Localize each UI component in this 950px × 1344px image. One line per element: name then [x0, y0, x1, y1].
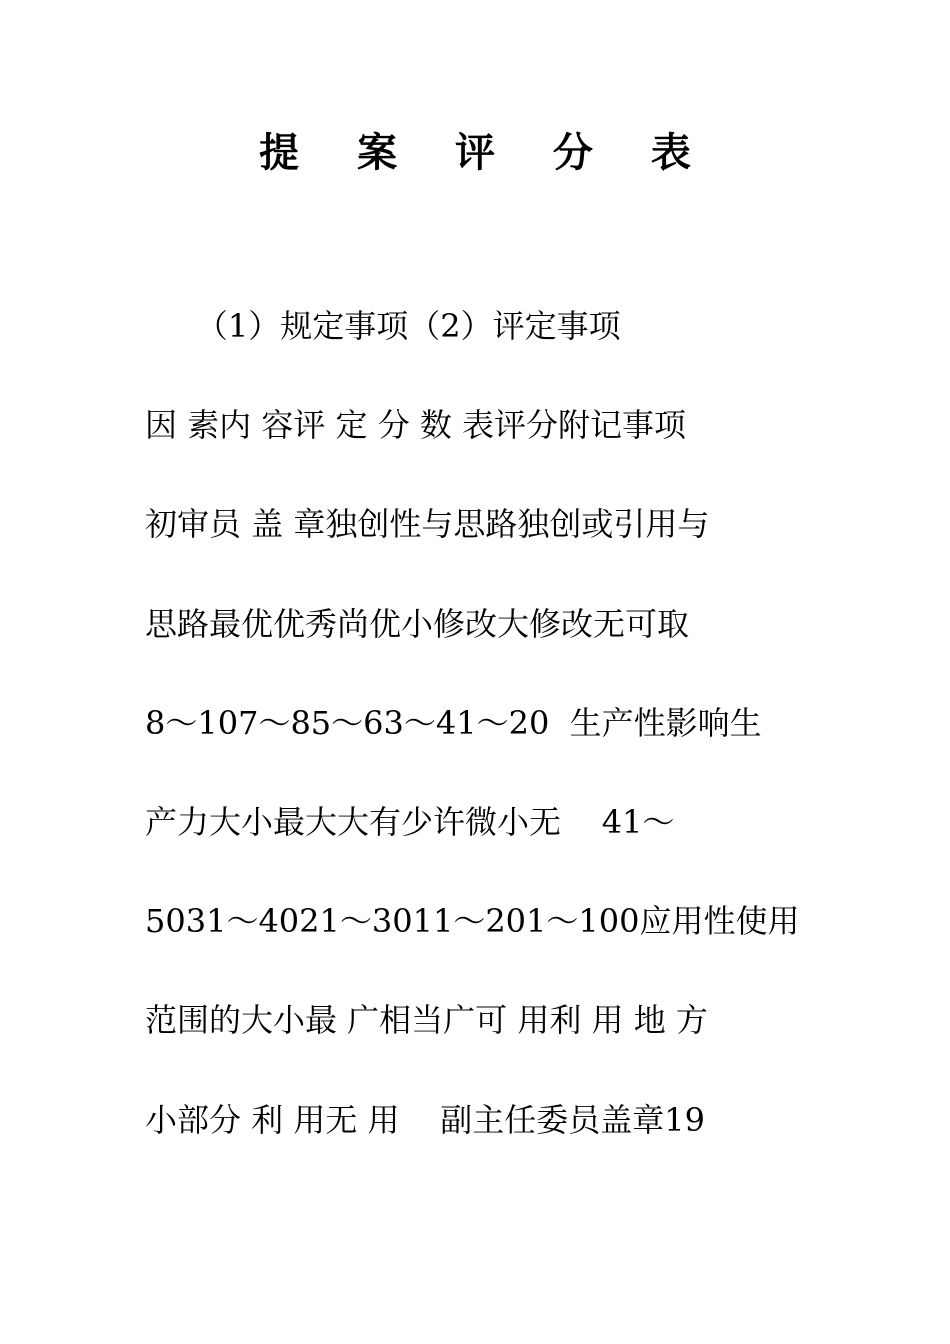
page-title: 提 案 评 分 表 — [259, 129, 713, 176]
body-line: 因 素内 容评 定 分 数 表评分附记事项 — [145, 406, 687, 445]
document-body — [145, 302, 825, 1195]
body-line: 小部分 利 用无 用 副主任委员盖章19 — [145, 1100, 705, 1139]
body-line: （1）规定事项（2）评定事项 — [145, 307, 621, 345]
body-line: 产力大小最大大有少许微小无 41～ — [145, 802, 675, 841]
body-line: 8～107～85～63～41～20 生产性影响生 — [145, 703, 762, 742]
body-line: 5031～4021～3011～201～100应用性使用 — [145, 902, 800, 941]
body-line: 范围的大小最 广相当广可 用利 用 地 方 — [145, 1001, 708, 1040]
body-line: 思路最优优秀尚优小修改大修改无可取 — [145, 604, 690, 643]
body-line: 初审员 盖 章独创性与思路独创或引用与 — [145, 505, 710, 544]
